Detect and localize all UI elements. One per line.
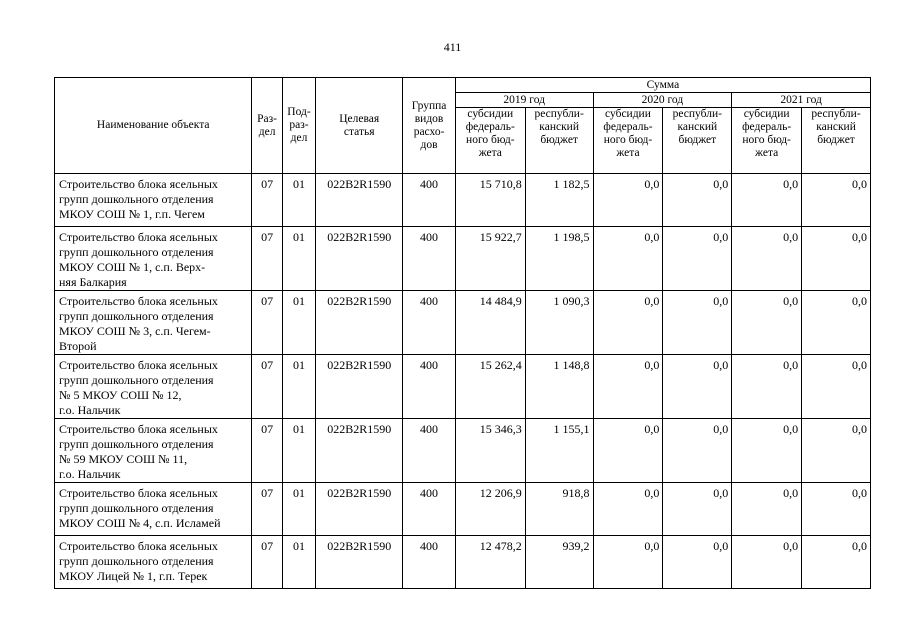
header-gruppa: Группа видов расхо- дов (403, 78, 456, 174)
gruppa-cell: 400 (403, 355, 456, 419)
value-2020-subsidii: 0,0 (593, 355, 663, 419)
value-2021-resp: 0,0 (802, 291, 871, 355)
value-2021-resp: 0,0 (802, 536, 871, 589)
value-2021-resp: 0,0 (802, 419, 871, 483)
razdel-cell: 07 (252, 483, 282, 536)
value-2019-resp: 1 090,3 (525, 291, 593, 355)
object-name: Строительство блока ясельных групп дошкольного отделения МКОУ СОШ № 3, с.п. Чегем- Второй (55, 291, 252, 355)
value-2020-resp: 0,0 (663, 227, 732, 291)
table-row (55, 419, 871, 483)
value-2019-subsidii: 12 206,9 (455, 483, 525, 536)
object-name: Строительство блока ясельных групп дошкольного отделения МКОУ СОШ № 4, с.п. Исламей (55, 483, 252, 536)
value-2019-subsidii: 12 478,2 (455, 536, 525, 589)
table-row (55, 291, 871, 355)
razdel-cell: 07 (252, 355, 282, 419)
gruppa-cell: 400 (403, 227, 456, 291)
value-2021-subsidii: 0,0 (732, 227, 802, 291)
celevaya-cell: 022В2R1590 (316, 355, 403, 419)
object-name: Строительство блока ясельных групп дошкольного отделения МКОУ СОШ № 1, г.п. Чегем (55, 174, 252, 227)
value-2019-resp: 1 148,8 (525, 355, 593, 419)
value-2019-resp: 1 155,1 (525, 419, 593, 483)
value-2021-resp: 0,0 (802, 355, 871, 419)
value-2019-subsidii: 15 710,8 (455, 174, 525, 227)
value-2021-resp: 0,0 (802, 174, 871, 227)
value-2021-resp: 0,0 (802, 227, 871, 291)
podrazdel-cell: 01 (282, 355, 315, 419)
gruppa-cell: 400 (403, 291, 456, 355)
celevaya-cell: 022В2R1590 (316, 536, 403, 589)
podrazdel-cell: 01 (282, 536, 315, 589)
table-row (55, 174, 871, 227)
razdel-cell: 07 (252, 174, 282, 227)
value-2019-resp: 1 198,5 (525, 227, 593, 291)
celevaya-cell: 022В2R1590 (316, 174, 403, 227)
value-2020-subsidii: 0,0 (593, 291, 663, 355)
value-2020-subsidii: 0,0 (593, 419, 663, 483)
razdel-cell: 07 (252, 536, 282, 589)
value-2019-resp: 1 182,5 (525, 174, 593, 227)
value-2019-subsidii: 14 484,9 (455, 291, 525, 355)
value-2021-resp: 0,0 (802, 483, 871, 536)
celevaya-cell: 022В2R1590 (316, 227, 403, 291)
value-2020-resp: 0,0 (663, 174, 732, 227)
header-year-2019: 2019 год (455, 93, 593, 108)
value-2019-subsidii: 15 922,7 (455, 227, 525, 291)
header-respublikanskiy: республи- канский бюджет (663, 108, 732, 174)
podrazdel-cell: 01 (282, 419, 315, 483)
header-subsidii: субсидии федераль- ного бюд- жета (455, 108, 525, 174)
object-name: Строительство блока ясельных групп дошкольного отделения МКОУ Лицей № 1, г.п. Терек (55, 536, 252, 589)
header-razdel: Раз- дел (252, 78, 282, 174)
value-2020-resp: 0,0 (663, 419, 732, 483)
podrazdel-cell: 01 (282, 227, 315, 291)
value-2020-resp: 0,0 (663, 355, 732, 419)
podrazdel-cell: 01 (282, 483, 315, 536)
table-row (55, 483, 871, 536)
table-row (55, 227, 871, 291)
value-2021-subsidii: 0,0 (732, 355, 802, 419)
header-year-2020: 2020 год (593, 93, 732, 108)
value-2020-resp: 0,0 (663, 536, 732, 589)
header-name: Наименование объекта (55, 78, 252, 174)
page-number: 411 (443, 40, 462, 54)
value-2021-subsidii: 0,0 (732, 291, 802, 355)
value-2020-subsidii: 0,0 (593, 227, 663, 291)
razdel-cell: 07 (252, 291, 282, 355)
celevaya-cell: 022В2R1590 (316, 291, 403, 355)
budget-table (54, 77, 871, 589)
value-2021-subsidii: 0,0 (732, 419, 802, 483)
gruppa-cell: 400 (403, 174, 456, 227)
object-name: Строительство блока ясельных групп дошкольного отделения № 59 МКОУ СОШ № 11, г.о. Нальчик (55, 419, 252, 483)
header-year-2021: 2021 год (732, 93, 871, 108)
value-2019-resp: 939,2 (525, 536, 593, 589)
value-2021-subsidii: 0,0 (732, 536, 802, 589)
gruppa-cell: 400 (403, 483, 456, 536)
value-2020-subsidii: 0,0 (593, 483, 663, 536)
value-2021-subsidii: 0,0 (732, 483, 802, 536)
header-subsidii: субсидии федераль- ного бюд- жета (593, 108, 663, 174)
celevaya-cell: 022В2R1590 (316, 419, 403, 483)
value-2020-subsidii: 0,0 (593, 174, 663, 227)
table-row (55, 355, 871, 419)
object-name: Строительство блока ясельных групп дошкольного отделения МКОУ СОШ № 1, с.п. Верх- няя Балкария (55, 227, 252, 291)
value-2019-resp: 918,8 (525, 483, 593, 536)
value-2019-subsidii: 15 262,4 (455, 355, 525, 419)
gruppa-cell: 400 (403, 419, 456, 483)
podrazdel-cell: 01 (282, 174, 315, 227)
razdel-cell: 07 (252, 227, 282, 291)
value-2020-resp: 0,0 (663, 291, 732, 355)
header-podrazdel: Под- раз- дел (282, 78, 315, 174)
value-2020-subsidii: 0,0 (593, 536, 663, 589)
value-2020-resp: 0,0 (663, 483, 732, 536)
object-name: Строительство блока ясельных групп дошкольного отделения № 5 МКОУ СОШ № 12, г.о. Нальчик (55, 355, 252, 419)
header-summa: Сумма (455, 78, 870, 93)
header-respublikanskiy: республи- канский бюджет (525, 108, 593, 174)
header-celevaya: Целевая статья (316, 78, 403, 174)
table-row (55, 536, 871, 589)
razdel-cell: 07 (252, 419, 282, 483)
header-respublikanskiy: республи- канский бюджет (802, 108, 871, 174)
podrazdel-cell: 01 (282, 291, 315, 355)
value-2019-subsidii: 15 346,3 (455, 419, 525, 483)
header-subsidii: субсидии федераль- ного бюд- жета (732, 108, 802, 174)
gruppa-cell: 400 (403, 536, 456, 589)
celevaya-cell: 022В2R1590 (316, 483, 403, 536)
value-2021-subsidii: 0,0 (732, 174, 802, 227)
